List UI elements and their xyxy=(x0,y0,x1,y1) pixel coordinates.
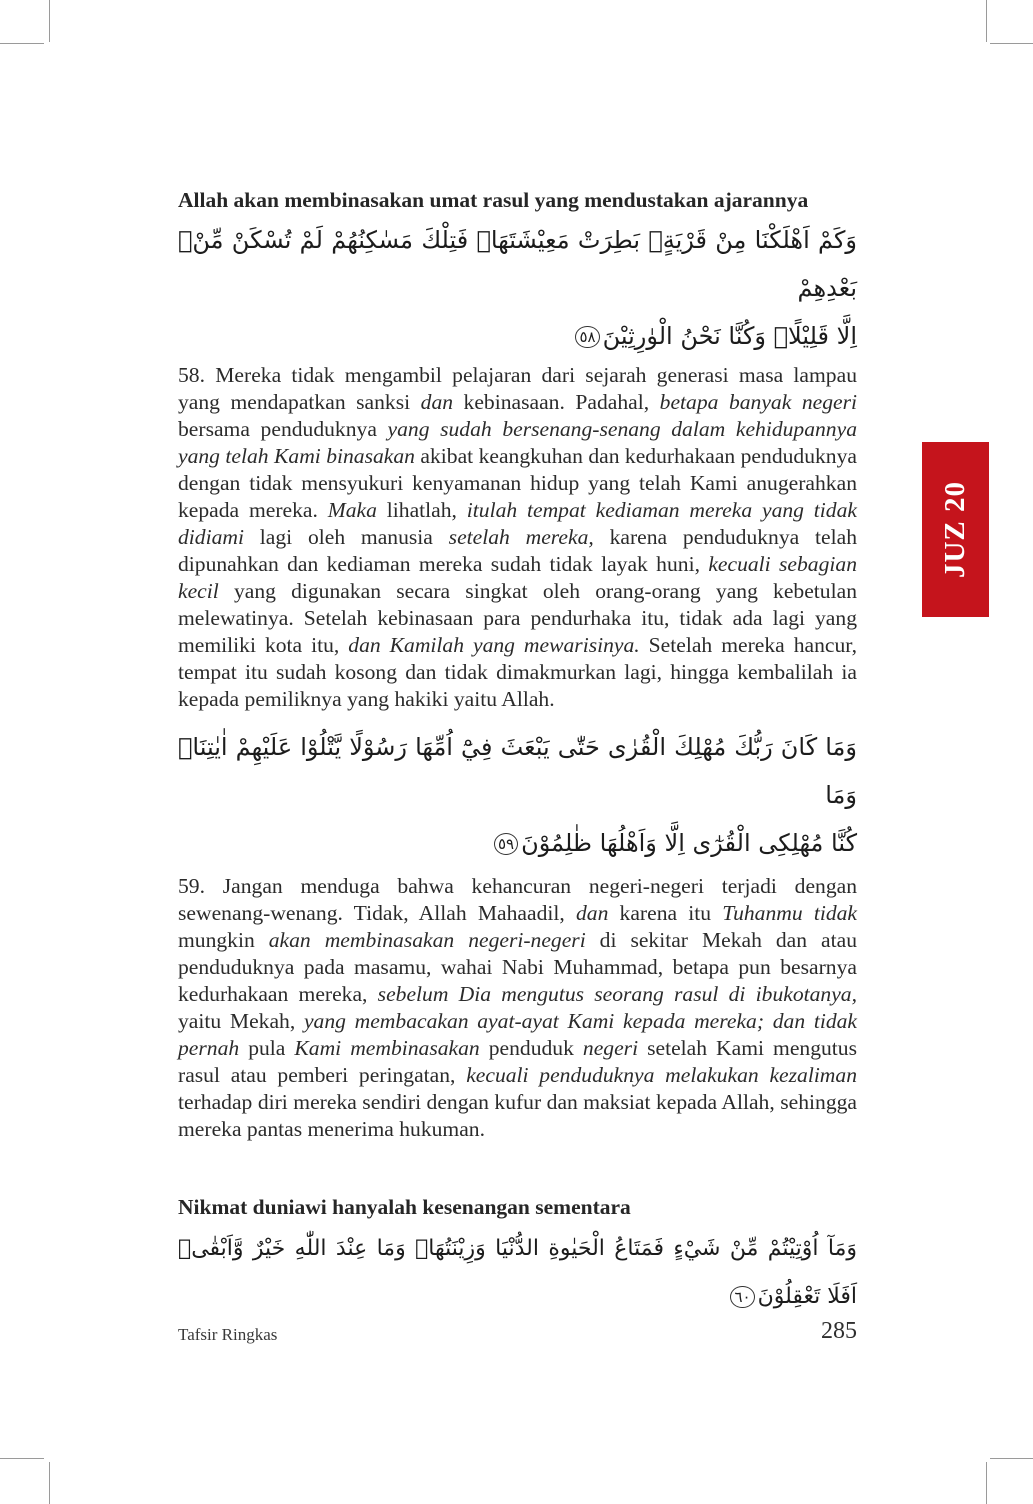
text-run: yaitu Mekah, xyxy=(178,1009,304,1033)
text-run: kebinasaan. Padahal, xyxy=(453,390,660,414)
crop-mark xyxy=(986,1462,987,1504)
text-run: lagi oleh manusia xyxy=(243,525,449,549)
footer-page-number: 285 xyxy=(821,1318,857,1344)
crop-mark xyxy=(0,1458,44,1459)
section-heading: Nikmat duniawi hanyalah kesenangan sementara xyxy=(178,1195,631,1219)
ayah-line: وَمَا كَانَ رَبُّكَ مُهْلِكَ الْقُرٰى حَتّٰى يَبْعَثَ فِيْٓ اُمِّهَا رَسُوْلًا يَّتْلُوْا عَلَيْهِمْ اٰيٰتِنَاۚ وَمَا xyxy=(178,733,857,809)
crop-mark xyxy=(986,0,987,42)
ayah-58 xyxy=(178,216,857,360)
tafsir-paragraph xyxy=(178,362,857,713)
crop-mark xyxy=(990,1458,1033,1459)
ayah-text: اِلَّا قَلِيْلًاۗ وَكُنَّا نَحْنُ الْوٰرِثِيْنَ xyxy=(602,322,857,350)
ayah-line xyxy=(178,1225,857,1321)
ayah-text: وَمَآ اُوْتِيْتُمْ مِّنْ شَيْءٍ فَمَتَاعُ الْحَيٰوةِ الدُّنْيَا وَزِيْنَتُهَاۚ وَمَا عِنْدَ اللّٰهِ خَيْرٌ وَّاَبْقٰىۗ اَفَلَا تَعْقِلُوْنَ xyxy=(178,1236,857,1309)
text-run: karena itu xyxy=(608,901,723,925)
ayah-line: وَكَمْ اَهْلَكْنَا مِنْ قَرْيَةٍۢ بَطِرَتْ مَعِيْشَتَهَاۚ فَتِلْكَ مَسٰكِنُهُمْ لَمْ تُسْكَنْ مِّنْۢ بَعْدِهِمْ xyxy=(178,226,857,302)
text-run: Setelah mereka hancur, tempat itu sudah kosong dan tidak dimakmurkan lagi, hingga kembalilah ia kepada pemiliknya yang hakiki yaitu Allah. xyxy=(178,633,857,711)
juz-label: JUZ 20 xyxy=(939,480,972,579)
tafsir-paragraph xyxy=(178,873,857,1143)
section-heading: Allah akan membinasakan umat rasul yang mendustakan ajarannya xyxy=(178,188,809,212)
crop-mark xyxy=(49,0,50,42)
italic-run: dan xyxy=(420,390,454,414)
ayah-number-marker: ٥٩ xyxy=(494,833,518,855)
text-run: akibat keangkuhan dan kedurhakaan penduduknya dengan tidak mensyukuri kenyamanan hidup yang telah Kami anugerahkan kepada mereka. xyxy=(178,444,857,522)
italic-run: betapa banyak negeri xyxy=(659,390,857,414)
crop-mark xyxy=(0,43,44,44)
crop-mark xyxy=(49,1462,50,1504)
italic-run: dan Kamilah yang mewarisinya. xyxy=(348,633,640,657)
italic-run: kecuali sebagian kecil xyxy=(178,552,857,603)
text-run: yang digunakan secara singkat oleh orang-orang yang kebetulan melewatinya. Setelah kebinasaan para pendurhaka itu, tidak ada lagi yang memiliki kota itu, xyxy=(178,579,857,657)
italic-run: Maka xyxy=(327,498,377,522)
italic-run: sebelum Dia mengutus seorang rasul di ibukotanya, xyxy=(377,982,857,1006)
italic-run: dan xyxy=(575,901,609,925)
text-run: 59. Jangan menduga bahwa kehancuran negeri-negeri terjadi dengan sewenang-wenang. Tidak, Allah Mahaadil, xyxy=(178,874,857,925)
text-run: di sekitar Mekah dan atau penduduknya pada masamu, wahai Nabi Muhammad, betapa pun besarnya kedurhakaan mereka, xyxy=(178,928,857,1006)
italic-run: akan membinasakan negeri-negeri xyxy=(268,928,586,952)
text-run: karena penduduknya telah dipunahkan dan kediaman mereka sudah tidak layak huni, xyxy=(178,525,857,576)
ayah-59 xyxy=(178,723,857,867)
ayah-text: كُنَّا مُهْلِكِى الْقُرٰٓى اِلَّا وَاَهْلُهَا ظٰلِمُوْنَ xyxy=(521,829,857,857)
italic-run: Tuhanmu tidak xyxy=(722,901,858,925)
text-run: 58. Mereka tidak mengambil pelajaran dari sejarah generasi masa lampau yang mendapatkan sanksi xyxy=(178,363,857,414)
ayah-60 xyxy=(178,1225,857,1321)
italic-run: yang sudah bersenang-senang dalam kehidupannya yang telah Kami binasakan xyxy=(178,417,857,468)
text-run: lihatlah, xyxy=(376,498,467,522)
crop-mark xyxy=(990,43,1033,44)
ayah-number-marker: ٦٠ xyxy=(730,1286,754,1308)
ayah-number-marker: ٥٨ xyxy=(575,326,599,348)
italic-run: negeri xyxy=(582,1036,639,1060)
text-run: pula xyxy=(239,1036,295,1060)
text-run: terhadap diri mereka sendiri dengan kufur dan maksiat kepada Allah, sehingga mereka pantas menerima hukuman. xyxy=(178,1090,857,1141)
italic-run: yang membacakan ayat-ayat Kami kepada mereka; dan tidak pernah xyxy=(178,1009,857,1060)
text-run: setelah Kami mengutus rasul atau pemberi peringatan, xyxy=(178,1036,858,1087)
italic-run: Kami membinasakan xyxy=(294,1036,480,1060)
text-run: penduduk xyxy=(479,1036,583,1060)
italic-run: itulah tempat kediaman mereka yang tidak didiami xyxy=(178,498,857,549)
text-run: mungkin xyxy=(178,928,269,952)
page-content xyxy=(178,186,857,1321)
italic-run: kecuali penduduknya melakukan kezaliman xyxy=(466,1063,858,1087)
ayah-line xyxy=(178,819,857,867)
footer-book-title: Tafsir Ringkas xyxy=(178,1325,278,1344)
juz-side-tab xyxy=(922,442,989,617)
text-run: bersama penduduknya xyxy=(178,417,388,441)
italic-run: setelah mereka, xyxy=(448,525,594,549)
ayah-line xyxy=(178,312,857,360)
